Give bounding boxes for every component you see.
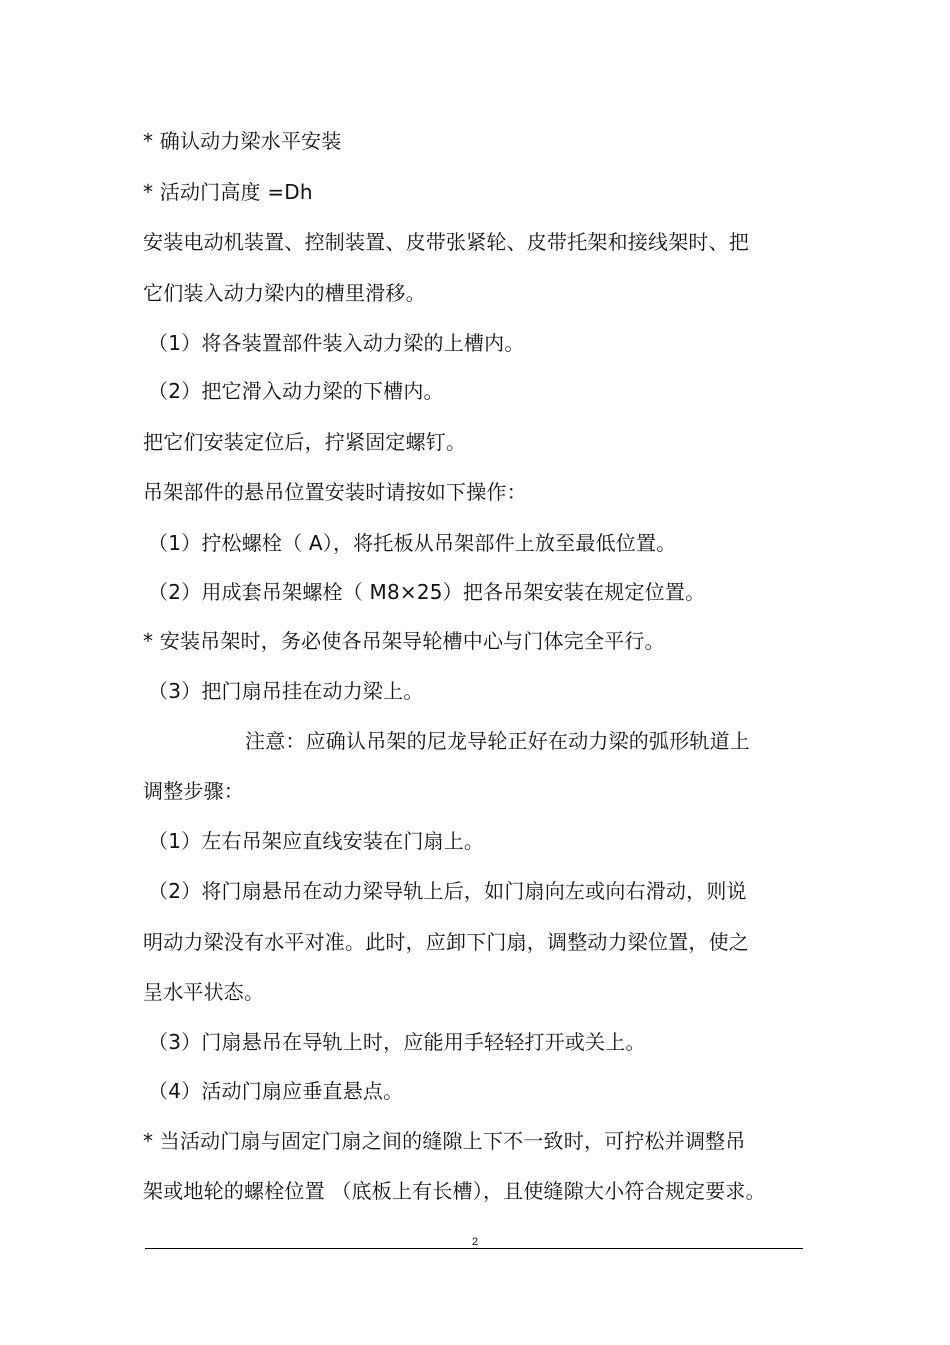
- text-line: 把它们安装定位后，拧紧固定螺钉。: [143, 430, 467, 454]
- text-line: （2）把它滑入动力梁的下槽内。: [148, 379, 444, 403]
- text-line: * 活动门高度 =Dh: [143, 180, 313, 204]
- text-line: （4）活动门扇应垂直悬点。: [148, 1079, 404, 1103]
- text-line: * 确认动力梁水平安装: [143, 129, 342, 153]
- text-line: * 当活动门扇与固定门扇之间的缝隙上下不一致时，可拧松并调整吊: [143, 1129, 746, 1153]
- text-line: （1）左右吊架应直线安装在门扇上。: [148, 829, 485, 853]
- text-line: 安装电动机装置、控制装置、皮带张紧轮、皮带托架和接线架时、把: [143, 230, 749, 254]
- note-line: 注意：应确认吊架的尼龙导轮正好在动力梁的弧形轨道上: [245, 729, 750, 753]
- text-line: 架或地轮的螺栓位置 （底板上有长槽），且使缝隙大小符合规定要求。: [143, 1179, 766, 1203]
- text-line: 吊架部件的悬吊位置安装时请按如下操作：: [143, 480, 527, 504]
- text-line: （1）将各装置部件装入动力梁的上槽内。: [148, 331, 525, 355]
- text-line: （1）拧松螺栓（ A），将托板从吊架部件上放至最低位置。: [148, 531, 677, 555]
- text-line: 它们装入动力梁内的槽里滑移。: [143, 281, 426, 305]
- text-line: （3）把门扇吊挂在动力梁上。: [148, 679, 424, 703]
- footer-divider: [145, 1248, 803, 1249]
- text-line: 明动力梁没有水平对准。此时，应卸下门扇，调整动力梁位置，使之: [143, 930, 749, 954]
- text-line: （3）门扇悬吊在导轨上时，应能用手轻轻打开或关上。: [148, 1030, 646, 1054]
- text-line: （2）将门扇悬吊在动力梁导轨上后，如门扇向左或向右滑动，则说: [148, 879, 747, 903]
- section-heading: 调整步骤：: [143, 779, 244, 803]
- text-line: 呈水平状态。: [143, 980, 265, 1004]
- page-number: 2: [471, 1236, 479, 1248]
- text-line: （2）用成套吊架螺栓（ M8×25）把各吊架安装在规定位置。: [148, 580, 706, 604]
- text-line: * 安装吊架时，务必使各吊架导轮槽中心与门体完全平行。: [143, 629, 665, 653]
